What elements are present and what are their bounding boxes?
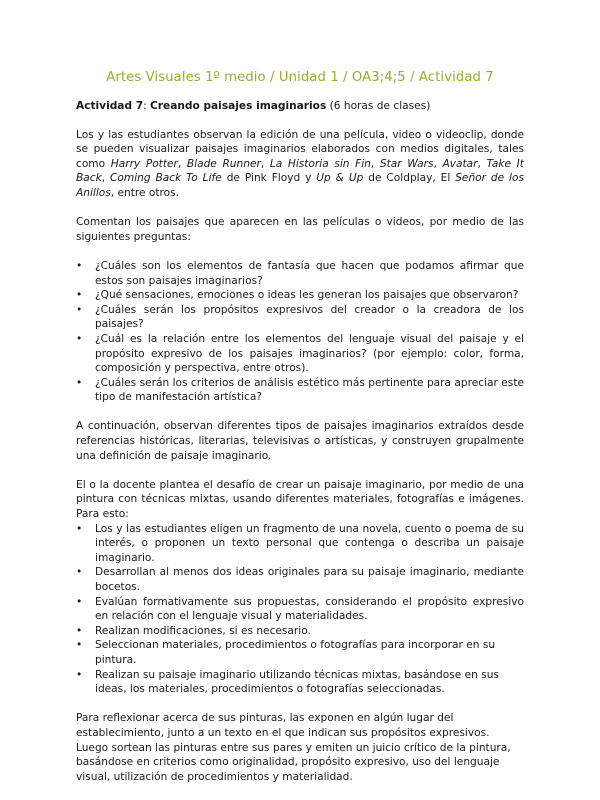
list-item: • ¿Cuál es la relación entre los elementos del lenguaje visual del paisaje y el propósito expresivo de los paisajes imaginarios? (por ejemplo: color, forma, composición y perspectiva, entre otros).: [76, 332, 524, 376]
film-title: La Historia sin Fin: [269, 157, 371, 170]
document-body: [76, 99, 524, 799]
activity-title: [76, 99, 524, 114]
list-item: • Los y las estudiantes eligen un fragmento de una novela, cuento o poema de su interés, o proponen un texto personal que contenga o describa un paisaje imaginario.: [76, 522, 524, 566]
list-item: • Realizan su paisaje imaginario utilizando técnicas mixtas, basándose en sus ideas, los materiales, procedimientos o fotografías seleccionadas.: [76, 668, 524, 697]
activity-separator: :: [143, 100, 151, 112]
film-title: Star Wars: [379, 157, 434, 170]
reflection-paragraph: Para reflexionar acerca de sus pinturas, las exponen en algún lugar del establecimiento, junto a un texto en el que indican sus propósitos expresivos. Luego sortean las pinturas entre sus pares y emiten un juicio crítico de la pintura, basándose en criterios como originalidad, propósito expresivo, uso del lenguaje visual, utilización de procedimientos y materialidad.: [76, 712, 511, 783]
definition-paragraph: A continuación, observan diferentes tipos de paisajes imaginarios extraídos desde referencias históricas, literarias, televisivas o artísticas, y construyen grupalmente una definición de paisaje imaginario.: [76, 420, 524, 462]
separator: ,: [370, 157, 380, 170]
activity-name: Creando paisajes imaginarios: [150, 100, 327, 112]
film-title: Harry Potter: [110, 157, 178, 170]
questions-lead-paragraph: Comentan los paisajes que aparecen en las películas o videos, por medio de las siguientes preguntas:: [76, 216, 524, 243]
separator: ,: [260, 157, 270, 170]
film-title: Take It Back: [76, 157, 524, 185]
questions-list: [76, 259, 524, 405]
intro-text-a: Los y las estudiantes observan la edición de una película, video o videoclip, donde se pueden visualizar paisajes imaginarios elaborados con medios digitales, tales como: [76, 128, 524, 170]
list-item: • Desarrollan al menos dos ideas originales para su paisaje imaginario, mediante bocetos.: [76, 565, 524, 594]
separator: ,: [101, 172, 111, 185]
list-item: • Seleccionan materiales, procedimientos o fotografías para incorporar en su pintura.: [76, 638, 524, 667]
separator: ,: [177, 157, 187, 170]
intro-text-b: de Pink Floyd y: [221, 172, 317, 185]
film-title: Coming Back To Life: [110, 172, 222, 185]
intro-text-c: de Coldplay, El: [363, 172, 456, 185]
film-title: Señor de los Anillos: [76, 172, 524, 199]
list-item: • ¿Cuáles son los elementos de fantasía que hacen que podamos afirmar que estos son paisajes imaginarios?: [76, 259, 524, 288]
list-item: • Realizan modificaciones, si es necesario.: [76, 624, 524, 639]
challenge-paragraph: El o la docente plantea el desafío de crear un paisaje imaginario, por medio de una pintura con técnicas mixtas, usando diferentes materiales, fotografías e imágenes. Para esto:: [76, 478, 524, 521]
intro-paragraph: [76, 128, 524, 201]
list-item: • ¿Cuáles serán los criterios de análisis estético más pertinente para apreciar este tipo de manifestación artística?: [76, 376, 524, 405]
separator: ,: [477, 157, 487, 170]
list-item: • ¿Qué sensaciones, emociones o ideas les generan los paisajes que observaron?: [76, 288, 524, 303]
separator: ,: [433, 157, 443, 170]
film-title: Up & Up: [316, 172, 364, 185]
film-title: Blade Runner: [186, 157, 261, 170]
page-header: Artes Visuales 1º medio / Unidad 1 / OA3;4;5 / Actividad 7: [106, 70, 494, 85]
intro-text-d: , entre otros.: [110, 186, 180, 199]
list-item: • ¿Cuáles serán los propósitos expresivos del creador o la creadora de los paisajes?: [76, 303, 524, 332]
activity-duration: (6 horas de clases): [326, 100, 431, 112]
steps-list: [76, 522, 524, 697]
film-title: Avatar: [442, 157, 478, 170]
activity-label: Actividad 7: [76, 100, 144, 112]
list-item: • Evalúan formativamente sus propuestas, considerando el propósito expresivo en relación con el lenguaje visual y materialidades.: [76, 595, 524, 624]
